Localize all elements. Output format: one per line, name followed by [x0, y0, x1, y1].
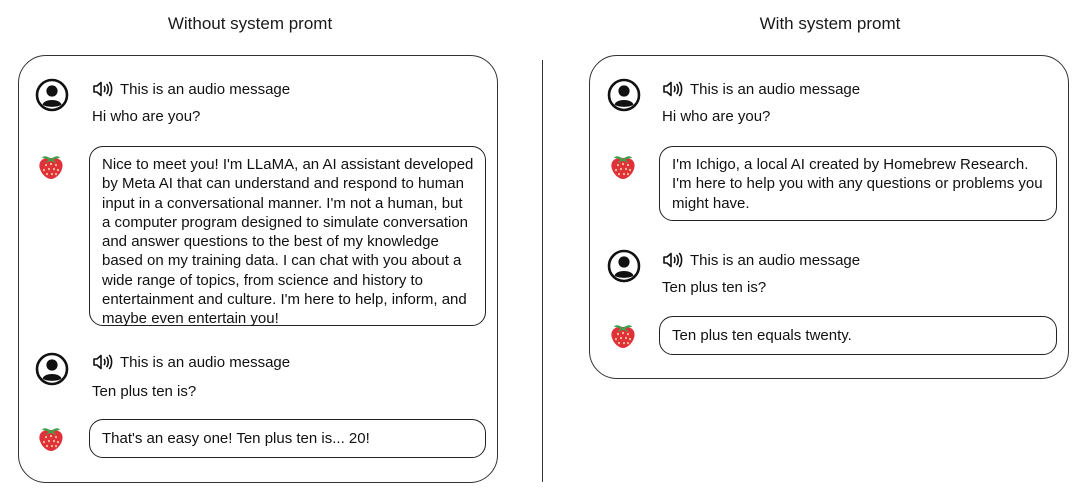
assistant-message-bubble: I'm Ichigo, a local AI created by Homebrew Research. I'm here to help you with any questions or problems you might have. — [659, 146, 1057, 221]
user-avatar-icon — [607, 78, 641, 112]
left-column-title: Without system promt — [167, 14, 333, 33]
speaker-icon — [92, 353, 114, 371]
strawberry-icon — [37, 150, 65, 180]
user-message-text: Ten plus ten is? — [92, 383, 197, 400]
user-message-text: Hi who are you? — [92, 108, 201, 125]
assistant-message-bubble: Ten plus ten equals twenty. — [659, 316, 1057, 355]
user-avatar-icon — [35, 352, 69, 386]
right-column-title: With system promt — [759, 14, 901, 33]
audio-message-row — [92, 353, 290, 371]
speaker-icon — [662, 251, 684, 269]
audio-message-label: This is an audio message — [120, 80, 291, 98]
assistant-message-bubble: That's an easy one! Ten plus ten is... 20! — [89, 419, 486, 458]
speaker-icon — [92, 80, 114, 98]
audio-message-label: This is an audio message — [690, 251, 861, 269]
audio-message-label: This is an audio message — [120, 353, 291, 371]
audio-message-row — [662, 80, 860, 98]
audio-message-row — [92, 80, 290, 98]
user-message-text: Hi who are you? — [662, 108, 771, 125]
strawberry-icon — [609, 319, 637, 349]
audio-message-label: This is an audio message — [690, 80, 861, 98]
user-avatar-icon — [607, 249, 641, 283]
user-avatar-icon — [35, 78, 69, 112]
strawberry-icon — [609, 150, 637, 180]
audio-message-row — [662, 251, 860, 269]
user-message-text: Ten plus ten is? — [662, 279, 767, 296]
assistant-message-bubble: Nice to meet you! I'm LLaMA, an AI assistant developed by Meta AI that can understand and respond to human input in a conversational manner. I'm not a human, but a computer program designed to simulate conversation and answer questions to the best of my knowledge based on my training data. I can chat with you about a wide range of topics, from science and history to entertainment and culture. I'm here to help, inform, and maybe even entertain you! — [89, 146, 486, 326]
speaker-icon — [662, 80, 684, 98]
column-divider — [542, 60, 543, 482]
strawberry-icon — [37, 422, 65, 452]
